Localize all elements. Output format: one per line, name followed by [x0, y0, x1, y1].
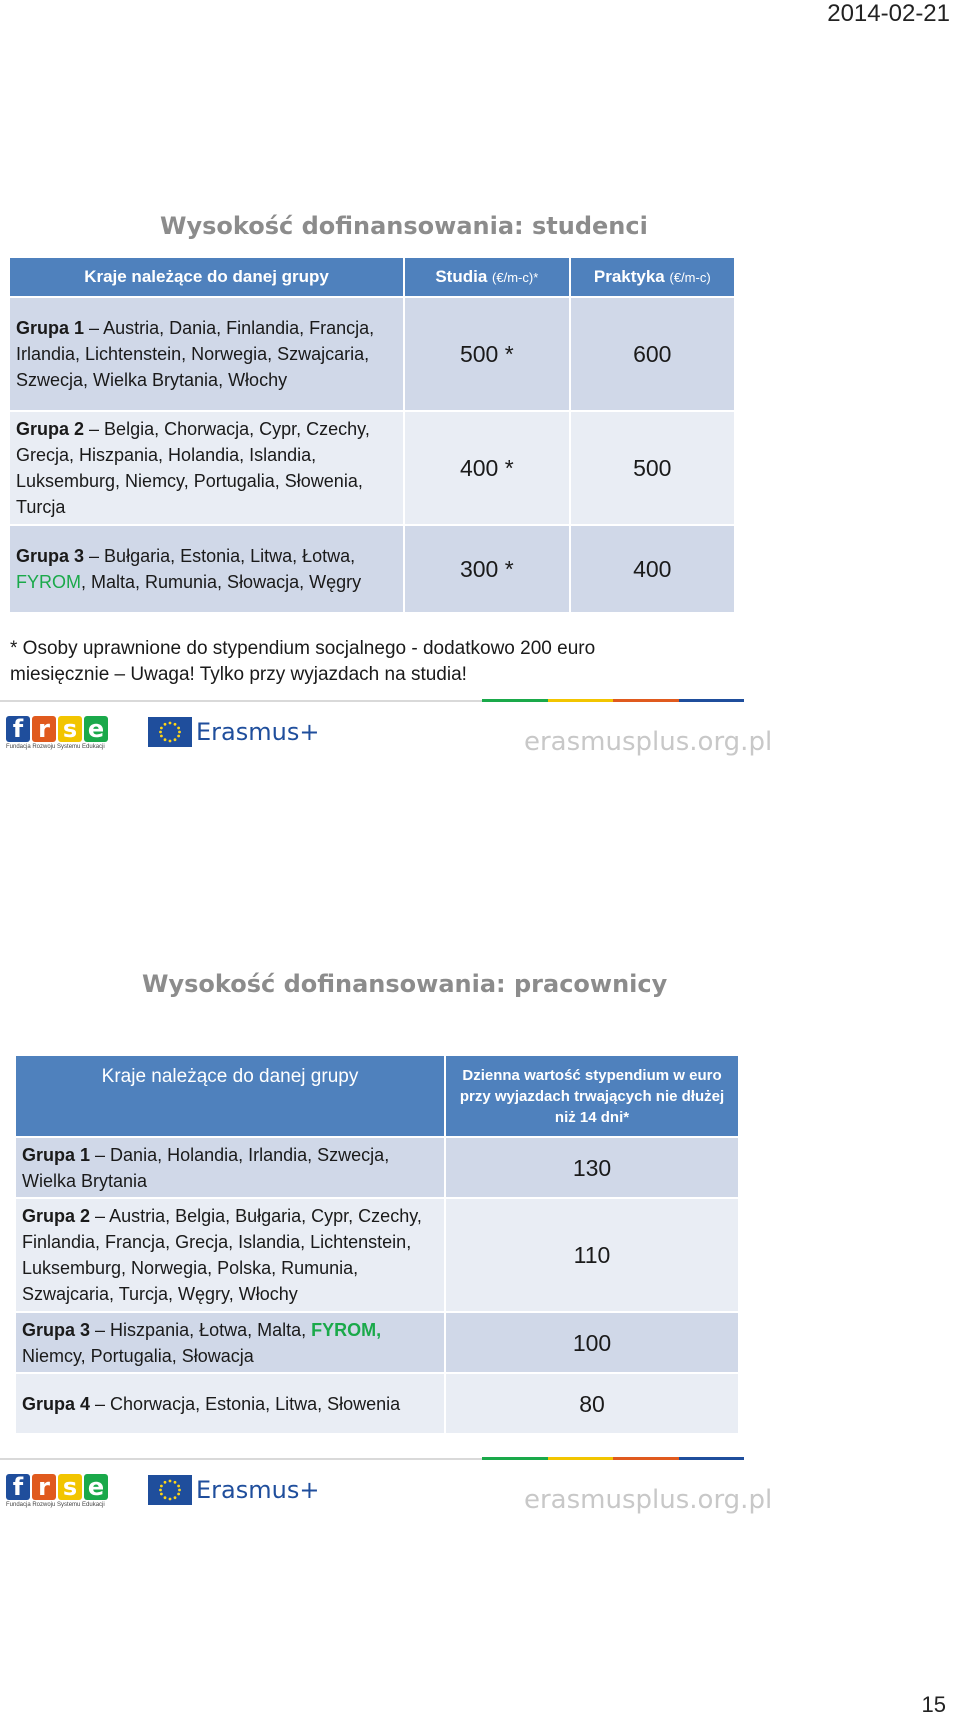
staff-table: [14, 1054, 740, 1435]
date: 2014-02-21: [827, 0, 950, 27]
header-praktyka: Praktyka (€/m-c): [571, 258, 734, 296]
country-cell: Grupa 1 – Dania, Holandia, Irlandia, Szwecja, Wielka Brytania: [16, 1138, 444, 1197]
footnote: * Osoby uprawnione do stypendium socjalnego - dodatkowo 200 euro miesięcznie – Uwaga! Tylko przy wyjazdach na studia!: [10, 638, 596, 685]
daily-value: 130: [446, 1138, 738, 1197]
students-table-header: [10, 258, 734, 296]
praktyka-value: 600: [571, 298, 734, 410]
footer-color-bar: [482, 1457, 744, 1460]
frse-logo: f r s e Fundacja Rozwoju Systemu Edukacji: [6, 1474, 108, 1508]
site-url: erasmusplus.org.pl: [524, 1485, 773, 1515]
frse-logo: f r s e Fundacja Rozwoju Systemu Edukacji: [6, 716, 108, 750]
daily-value: 80: [446, 1374, 738, 1433]
header-countries: Kraje należące do danej grupy: [16, 1056, 444, 1136]
table-row: [16, 1138, 738, 1197]
studia-value: 500 *: [405, 298, 568, 410]
page-number: 15: [921, 1692, 946, 1717]
country-cell: Grupa 1 – Austria, Dania, Finlandia, Francja, Irlandia, Lichtenstein, Norwegia, Szwajcaria, Szwecja, Wielka Brytania, Włochy: [10, 298, 403, 410]
slide1-title: Wysokość dofinansowania: studenci: [160, 212, 648, 240]
footer-divider: [0, 1458, 482, 1460]
studia-value: 300 *: [405, 526, 568, 612]
footer-divider: [0, 700, 482, 702]
country-cell: Grupa 2 – Belgia, Chorwacja, Cypr, Czechy, Grecja, Hiszpania, Holandia, Islandia, Luksemburg, Niemcy, Portugalia, Słowenia, Turcja: [10, 412, 403, 524]
site-url: erasmusplus.org.pl: [524, 727, 773, 757]
table-row: [16, 1374, 738, 1433]
country-cell: Grupa 2 – Austria, Belgia, Bułgaria, Cypr, Czechy, Finlandia, Francja, Grecja, Islandia, Lichtenstein, Luksemburg, Norwegia, Polska, Rumunia, Szwajcaria, Turcja, Węgry, Włochy: [16, 1199, 444, 1311]
country-cell: Grupa 3 – Bułgaria, Estonia, Litwa, Łotwa, FYROM, Malta, Rumunia, Słowacja, Węgry: [10, 526, 403, 612]
header-countries: Kraje należące do danej grupy: [10, 258, 403, 296]
table-row: [16, 1313, 738, 1372]
table-row: [16, 1199, 738, 1311]
staff-table-header: [16, 1056, 738, 1136]
studia-value: 400 *: [405, 412, 568, 524]
fyrom-highlight: FYROM,: [311, 1319, 382, 1340]
header-daily-value: Dzienna wartość stypendium w euro przy wyjazdach trwających nie dłużej niż 14 dni*: [446, 1056, 738, 1136]
slide2-title: Wysokość dofinansowania: pracownicy: [142, 970, 668, 998]
erasmus-logo: Erasmus+: [148, 1475, 319, 1505]
table-row: [10, 526, 734, 612]
eu-flag-icon: [148, 1475, 192, 1505]
header-studia: Studia (€/m-c)*: [405, 258, 568, 296]
eu-flag-icon: [148, 717, 192, 747]
erasmus-logo: Erasmus+: [148, 717, 319, 747]
table-row: [10, 412, 734, 524]
students-table: [8, 256, 736, 614]
praktyka-value: 400: [571, 526, 734, 612]
country-cell: Grupa 4 – Chorwacja, Estonia, Litwa, Słowenia: [16, 1374, 444, 1433]
country-cell: Grupa 3 – Hiszpania, Łotwa, Malta, FYROM, Niemcy, Portugalia, Słowacja: [16, 1313, 444, 1372]
fyrom-highlight: FYROM: [16, 572, 81, 592]
praktyka-value: 500: [571, 412, 734, 524]
table-row: [10, 298, 734, 410]
daily-value: 100: [446, 1313, 738, 1372]
footer-color-bar: [482, 699, 744, 702]
daily-value: 110: [446, 1199, 738, 1311]
